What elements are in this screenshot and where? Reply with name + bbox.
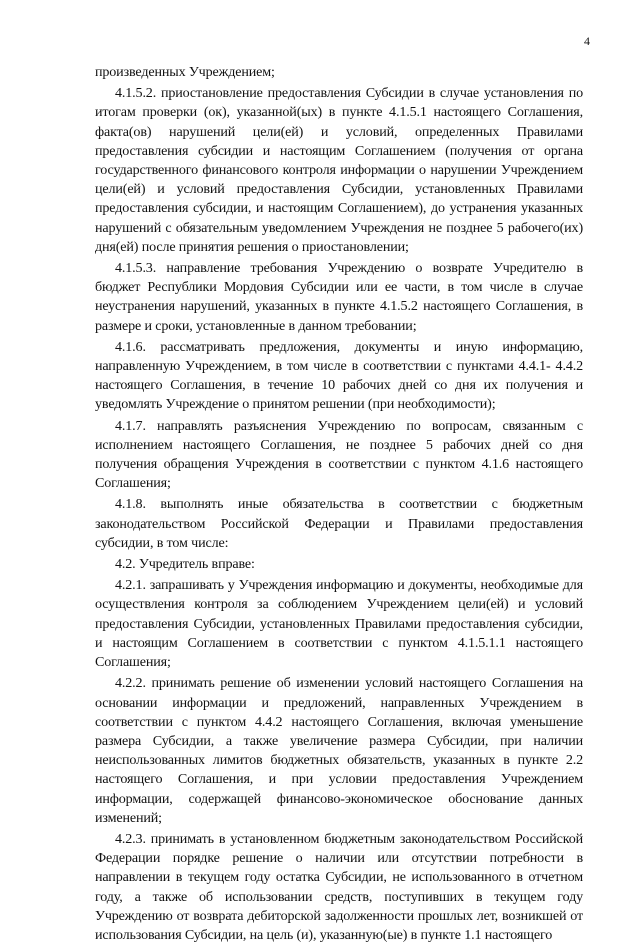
paragraph-4-2: 4.2. Учредитель вправе: <box>115 556 255 573</box>
document-body <box>95 63 583 947</box>
paragraph-4-1-7: 4.1.7. направлять разъяснения Учреждению по вопросам, связанным с исполнением настоящего Соглашения, не позднее 5 рабочих дней со дня получения обращения Учреждения в соответствии с пунктом 4.1.6 настоящего Соглашения; <box>95 417 583 492</box>
paragraph-4-2-2: 4.2.2. принимать решение об изменении условий настоящего Соглашения на основании информации и предложений, направленных Учреждением в соответствии с пунктом 4.4.2 настоящего Соглашения, включая уменьшение размера Субсидии, а также увеличение размера Субсидии, при наличии неиспользованных лимитов бюджетных обязательств, указанных в пункте 2.2 настоящего Соглашения, и при условии предоставления Учреждением информации, содержащей финансово-экономическое обоснование данных изменений; <box>95 675 583 826</box>
paragraph-4-1-5-2: 4.1.5.2. приостановление предоставления Субсидии в случае установления по итогам проверки (ок), указанной(ых) в пункте 4.1.5.1 настоящего Соглашения, факта(ов) нарушений цели(ей) и условий, определенных Правилами предоставления субсидии и настоящим Соглашением (получения от органа государственного финансового контроля информации о нарушении Учреждением цели(ей) и условий предоставления Субсидии, установленных Правилами предоставления субсидии, и настоящим Соглашением), до устранения указанных нарушений с обязательным уведомлением Учреждения не позднее 5 рабочего(их) дня(ей) после принятия решения о приостановлении; <box>95 85 583 255</box>
paragraph-continuation: произведенных Учреждением; <box>95 64 275 80</box>
paragraph-4-1-6: 4.1.6. рассматривать предложения, документы и иную информацию, направленную Учреждением, в том числе в соответствии с пунктами 4.4.1- 4.4.2 настоящего Соглашения, в течение 10 рабочих дней со дня их получения и уведомлять Учреждение о принятом решении (при необходимости); <box>95 338 583 413</box>
paragraph-4-1-8: 4.1.8. выполнять иные обязательства в соответствии с бюджетным законодательством Российской Федерации и Правилами предоставления субсидии, в том числе: <box>95 496 583 551</box>
page-number: 4 <box>584 34 590 48</box>
paragraph-4-1-5-3: 4.1.5.3. направление требования Учреждению о возврате Учредителю в бюджет Республики Мордовия Субсидии или ее части, в том числе в случае неустранения нарушений, указанных в пункте 4.1.5.2 настоящего Соглашения, в размере и сроки, установленные в данном требовании; <box>95 260 583 334</box>
paragraph-4-2-3: 4.2.3. принимать в установленном бюджетным законодательством Российской Федерации порядке решение о наличии или отсутствии потребности в направлении в текущем году остатка Субсидии, не использованного в отчетном году, а также об использовании средств, поступивших в текущем году Учреждению от возврата дебиторской задолженности прошлых лет, возникшей от использования Субсидии, на цель (и), указанную(ые) в пункте 1.1 настоящего <box>95 830 583 943</box>
paragraph-4-2-1: 4.2.1. запрашивать у Учреждения информацию и документы, необходимые для осуществления контроля за соблюдением Учреждением цели(ей) и условий предоставления Субсидии, установленных Правилами предоставления субсидии, и настоящим Соглашением в соответствии с пунктом 4.1.5.1.1 настоящего Соглашения; <box>95 577 583 671</box>
